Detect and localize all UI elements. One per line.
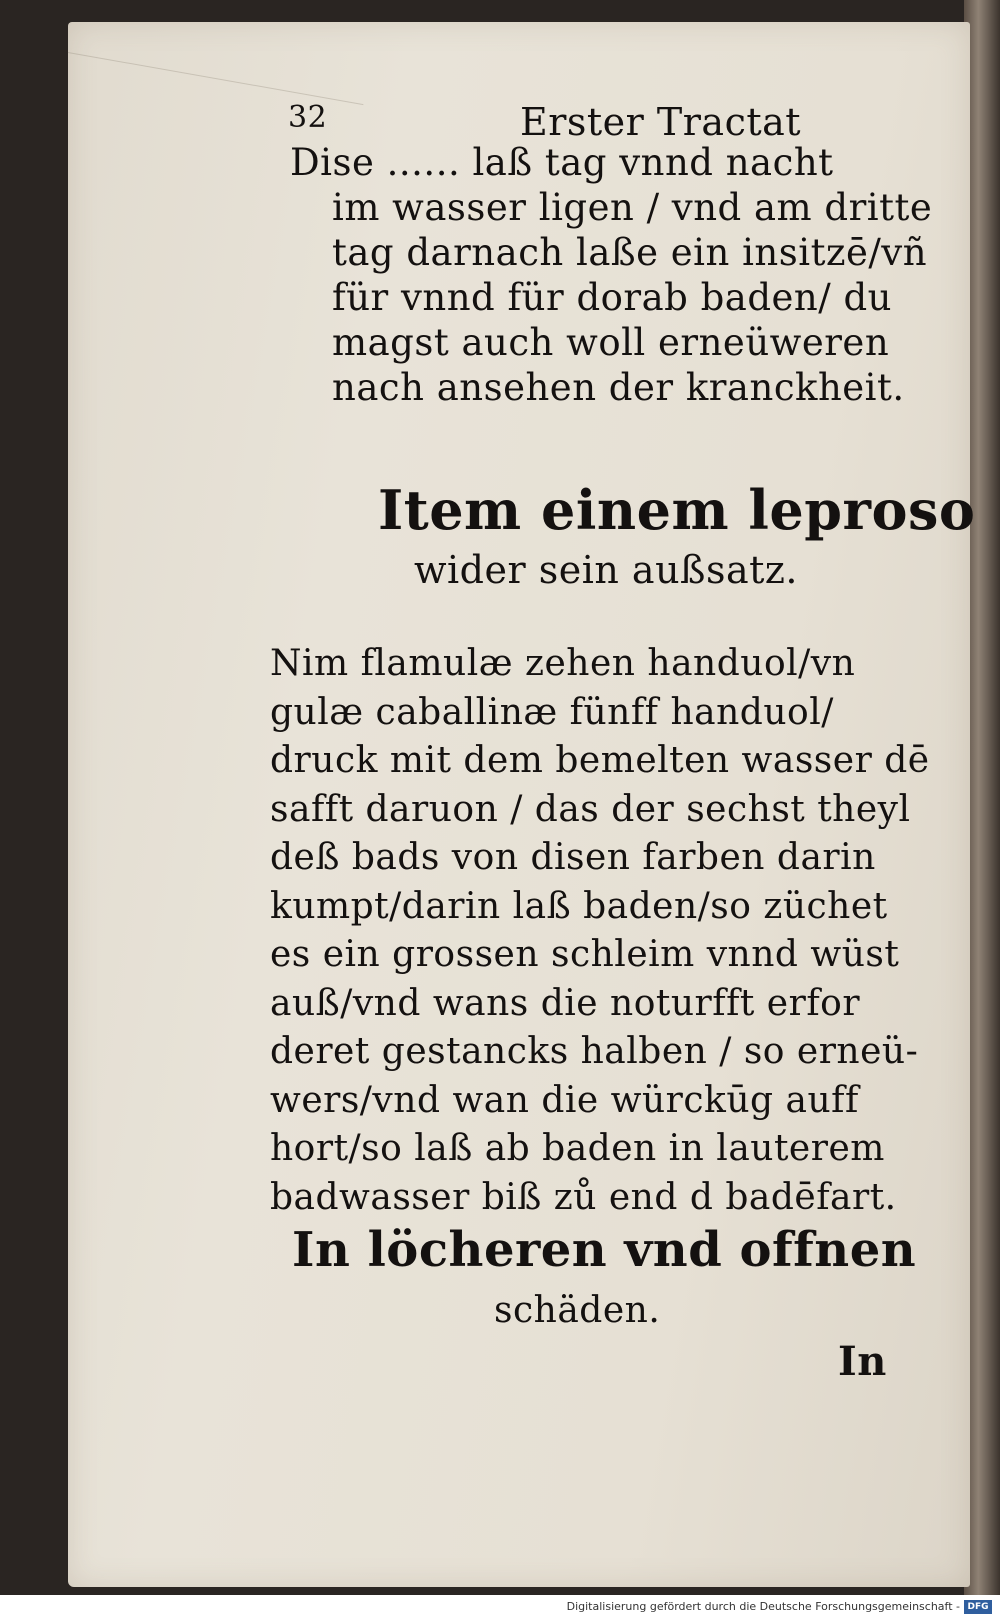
section-heading: In löcheren vnd offnen bbox=[292, 1222, 917, 1278]
text-line: nach ansehen der kranckheit. bbox=[332, 366, 905, 409]
text-line: magst auch woll erneüweren bbox=[332, 321, 890, 364]
text-line: Dise ...... laß tag vnnd nacht bbox=[290, 141, 834, 184]
text-line: gulæ caballinæ fünff handuol/ bbox=[270, 691, 834, 733]
text-line: tag darnach laße ein insitzē/vñ bbox=[332, 231, 928, 274]
funding-credit: Digitalisierung gefördert durch die Deutsche Forschungsgemeinschaft - bbox=[566, 1600, 960, 1613]
text-line: kumpt/darin laß baden/so züchet bbox=[270, 885, 888, 927]
text-line: hort/so laß ab baden in lauterem bbox=[270, 1128, 885, 1169]
running-head: Erster Tractat bbox=[520, 100, 802, 144]
text-line: wers/vnd wan die würckūg auff bbox=[270, 1079, 859, 1121]
text-line: safft daruon / das der sechst theyl bbox=[270, 788, 911, 830]
dfg-logo-icon: DFG bbox=[964, 1600, 992, 1614]
text-line: deret gestancks halben / so erneü- bbox=[270, 1031, 919, 1072]
text-line: Nim flamulæ zehen handuol/vn bbox=[270, 643, 856, 684]
text-line: auß/vnd wans die noturfft erfor bbox=[270, 982, 861, 1024]
text-line: es ein grossen schleim vnnd wüst bbox=[270, 934, 900, 975]
text-line: druck mit dem bemelten wasser dē bbox=[270, 740, 930, 781]
section-subheading: schäden. bbox=[494, 1290, 661, 1331]
footer-bar bbox=[0, 1595, 1000, 1619]
text-line: badwasser biß zů end d badēfart. bbox=[270, 1176, 897, 1218]
section-subheading: wider sein außsatz. bbox=[414, 548, 798, 592]
text-block-top bbox=[290, 140, 932, 410]
text-line: für vnnd für dorab baden/ du bbox=[332, 276, 893, 319]
page-number: 32 bbox=[288, 100, 328, 135]
text-line: im wasser ligen / vnd am dritte bbox=[332, 186, 933, 229]
section-heading: Item einem leproso bbox=[378, 478, 976, 542]
text-line: deß bads von disen farben darin bbox=[270, 837, 876, 878]
text-block-main bbox=[270, 640, 930, 1222]
catchword: In bbox=[838, 1338, 887, 1385]
